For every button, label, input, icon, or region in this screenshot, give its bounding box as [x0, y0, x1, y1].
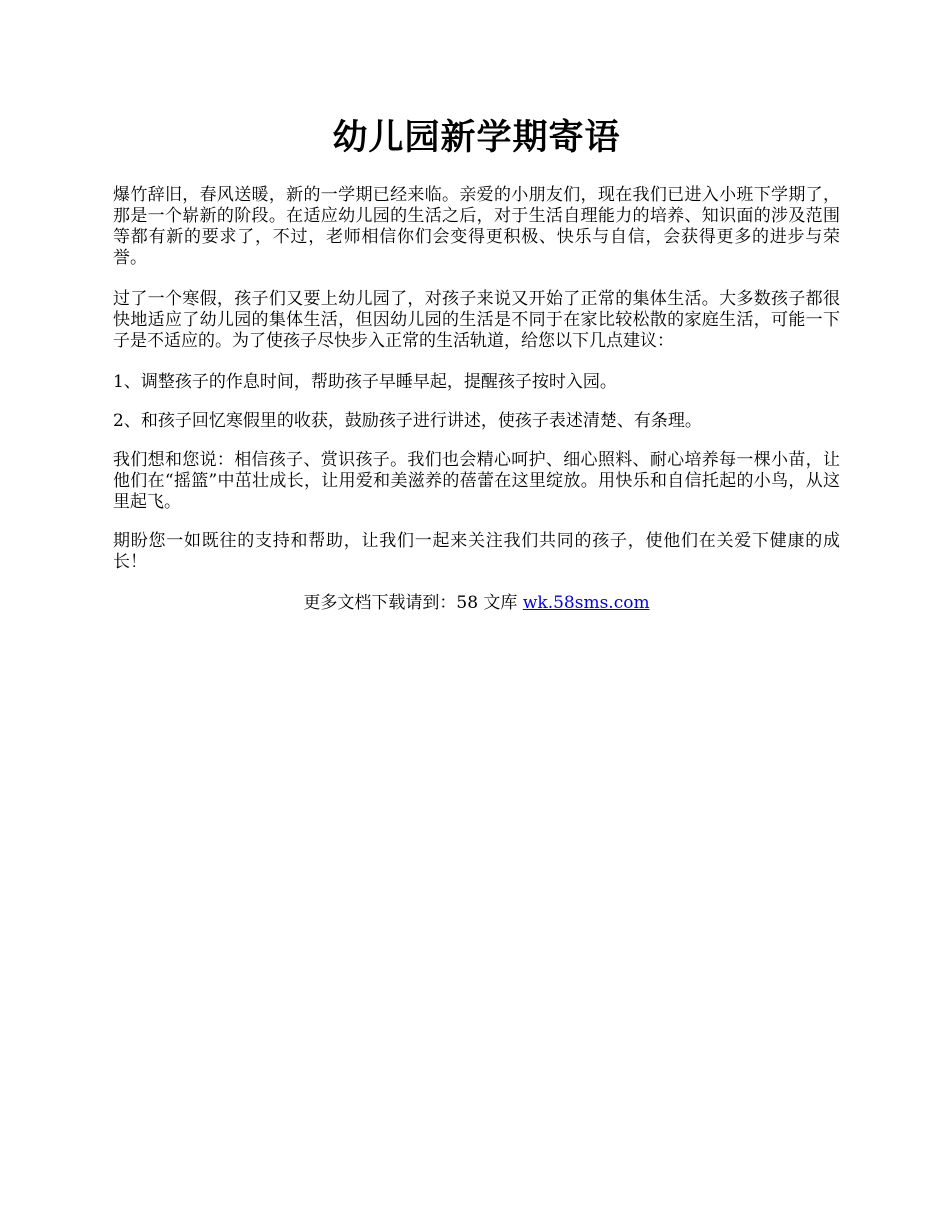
suggestion-item-1: 1、调整孩子的作息时间，帮助孩子早睡早起，提醒孩子按时入园。 — [113, 372, 617, 392]
footer-prefix: 更多文档下载请到：58 文库 — [303, 593, 523, 613]
footer-link[interactable]: wk.58sms.com — [522, 593, 650, 613]
paragraph-intro: 爆竹辞旧，春风送暖，新的一学期已经来临。亲爱的小朋友们，现在我们已进入小班下学期了，那是一个崭新的阶段。在适应幼儿园的生活之后，对于生活自理能力的培养、知识面的涉及范围等都有新的要求了，不过，老师相信你们会变得更积极、快乐与自信，会获得更多的进步与荣誉。 — [113, 185, 840, 268]
paragraph-closing: 期盼您一如既往的支持和帮助，让我们一起来关注我们共同的孩子，使他们在关爱下健康的成长！ — [113, 531, 840, 572]
paragraph-after-holiday: 过了一个寒假，孩子们又要上幼儿园了，对孩子来说又开始了正常的集体生活。大多数孩子都很快地适应了幼儿园的集体生活，但因幼儿园的生活是不同于在家比较松散的家庭生活，可能一下子是不适应的。为了使孩子尽快步入正常的生活轨道，给您以下几点建议： — [113, 289, 840, 351]
download-footer — [113, 593, 840, 614]
document-page — [113, 0, 840, 614]
document-title: 幼儿园新学期寄语 — [332, 117, 621, 158]
suggestion-item-2: 2、和孩子回忆寒假里的收获，鼓励孩子进行讲述，使孩子表述清楚、有条理。 — [113, 411, 702, 431]
paragraph-message: 我们想和您说：相信孩子、赏识孩子。我们也会精心呵护、细心照料、耐心培养每一棵小苗，让他们在“摇篮”中茁壮成长，让用爱和美滋养的蓓蕾在这里绽放。用快乐和自信托起的小鸟，从这里起飞。 — [113, 450, 840, 512]
